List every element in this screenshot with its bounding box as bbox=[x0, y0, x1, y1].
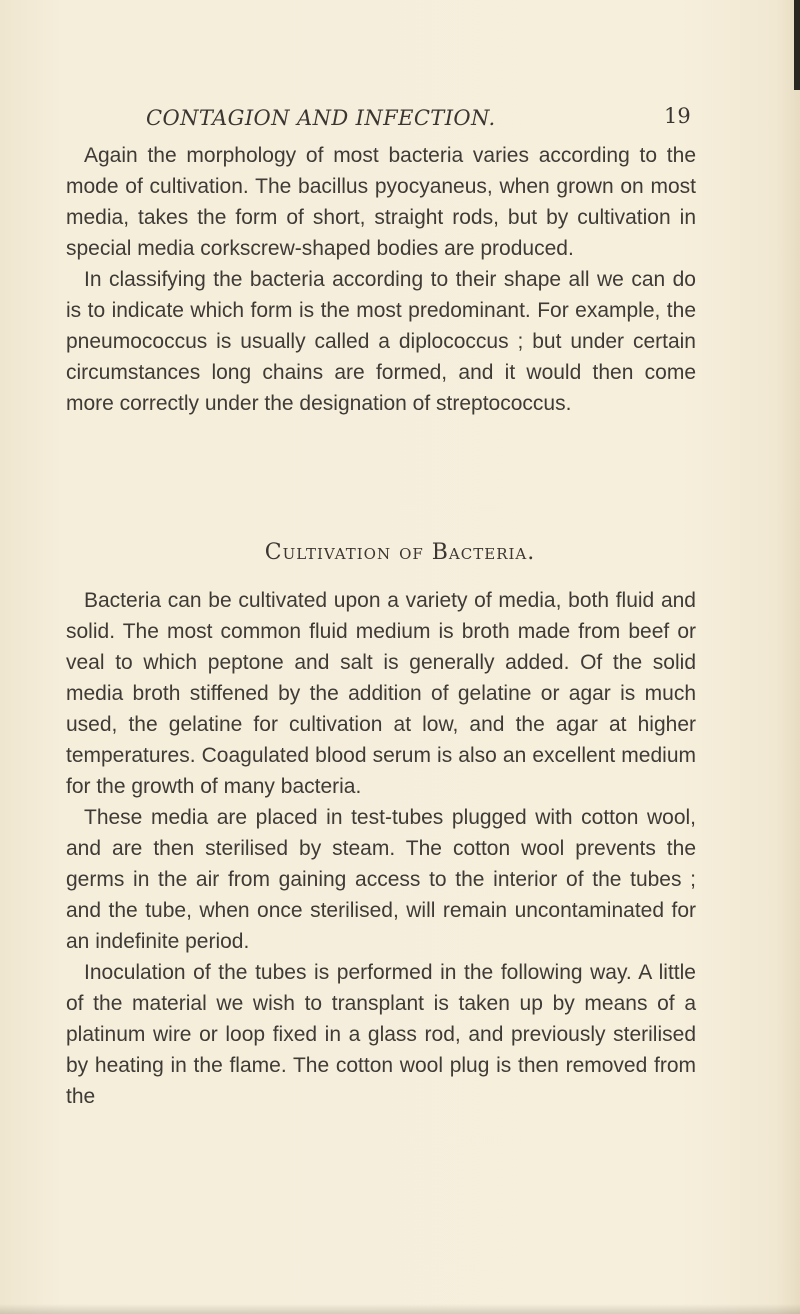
text-block-cultivation bbox=[66, 585, 696, 1112]
paragraph-test-tubes: These media are placed in test-tubes plugged with cotton wool, and are then sterilised by steam. The cotton wool prevents the germs in the air from gaining access to the interior of the tubes ; and the tube, when once sterilised, will remain uncontaminated for an indefinite period. bbox=[66, 806, 696, 953]
page-edge-shadow bbox=[794, 0, 800, 90]
section-heading: Cultivation of Bacteria. bbox=[264, 540, 536, 565]
paragraph-media: Bacteria can be cultivated upon a variety of media, both fluid and solid. The most common fluid medium is broth made from beef or veal to which peptone and salt is generally added. Of the solid media broth stiffened by the addition of gelatine or agar is much used, the gelatine for cultivation at low, and the agar at higher temperatures. Coagulated blood serum is also an excellent medium for the growth of many bacteria. bbox=[66, 589, 696, 798]
page-bottom-shadow bbox=[0, 1304, 800, 1314]
text-block-morphology bbox=[66, 140, 696, 419]
paragraph-morphology: Again the morphology of most bacteria varies according to the mode of cultivation. The bacillus pyocyaneus, when grown on most media, takes the form of short, straight rods, but by cultivation in special media corkscrew-shaped bodies are produced. bbox=[66, 144, 696, 260]
page-number: 19 bbox=[664, 104, 691, 128]
running-header: CONTAGION AND INFECTION. bbox=[146, 106, 496, 130]
paragraph-classifying: In classifying the bacteria according to their shape all we can do is to indicate which form is the most predominant. For example, the pneumococcus is usually called a diplococcus ; but under certain circumstances long chains are formed, and it would then come more correctly under the designation of streptococcus. bbox=[66, 268, 696, 415]
paragraph-inoculation: Inoculation of the tubes is performed in the following way. A little of the material we wish to transplant is taken up by means of a platinum wire or loop fixed in a glass rod, and previously sterilised by heating in the flame. The cotton wool plug is then removed from the bbox=[66, 961, 696, 1108]
